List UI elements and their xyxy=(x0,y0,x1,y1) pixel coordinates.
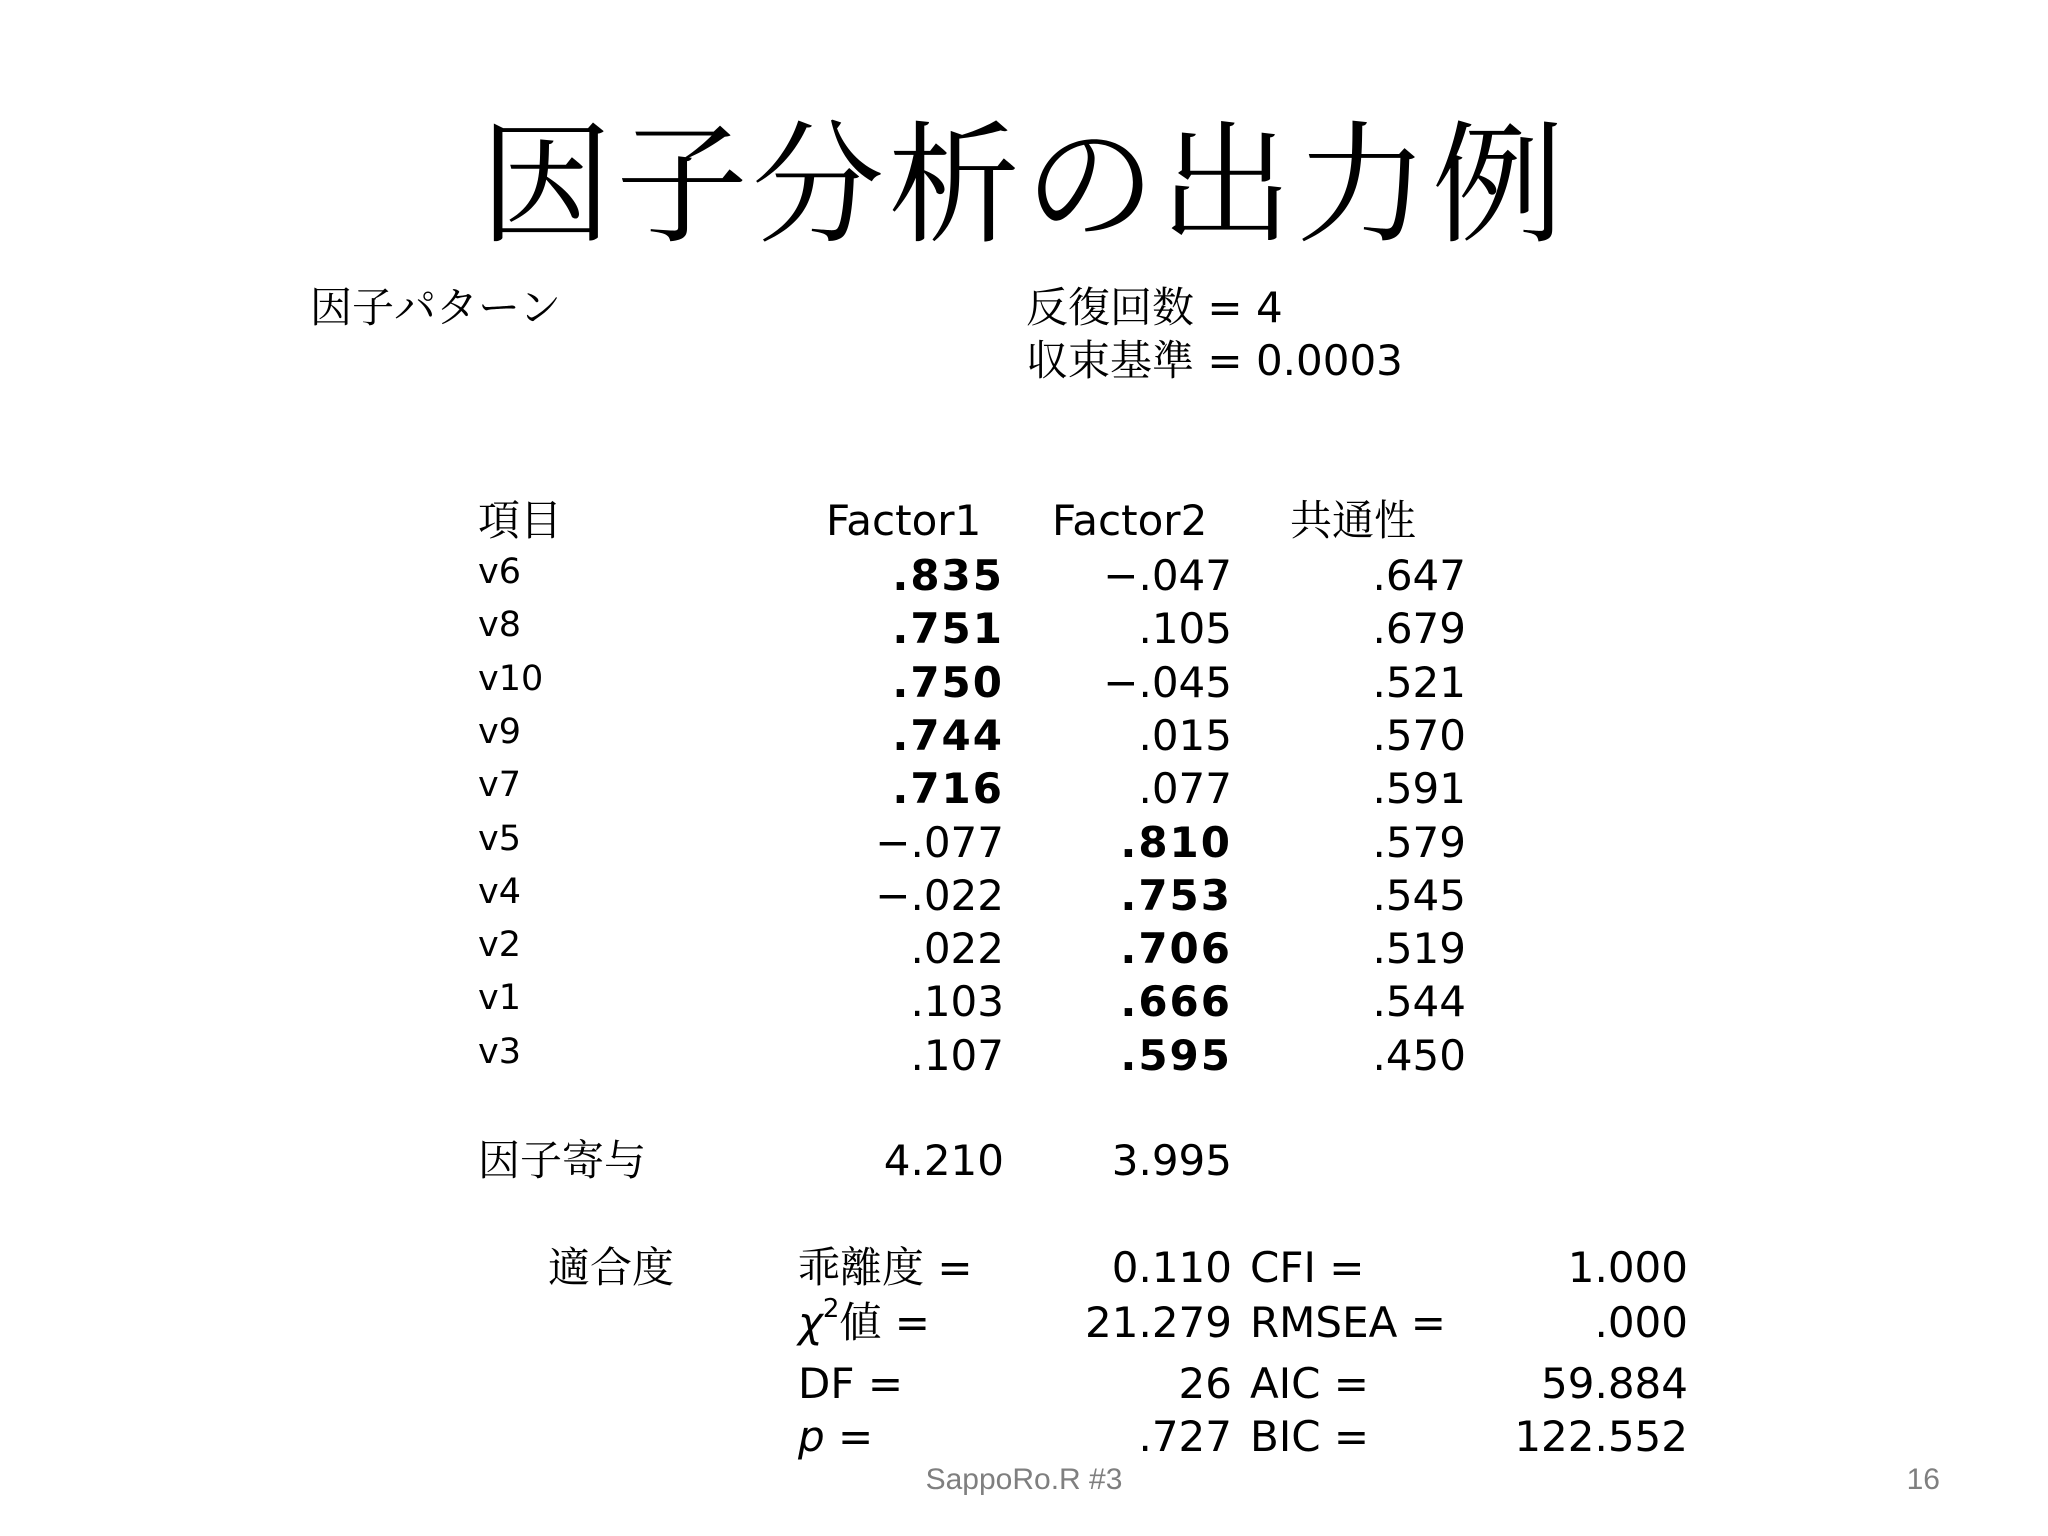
fit-value-bic: 122.552 xyxy=(1514,1412,1688,1461)
table-row-factor1: .744 xyxy=(892,711,1004,760)
chi-superscript: 2 xyxy=(822,1294,840,1324)
iterations-value: 4 xyxy=(1255,283,1283,332)
table-row-item: v9 xyxy=(478,712,521,752)
iterations-eq: = xyxy=(1207,283,1243,332)
fit-name-chisq xyxy=(798,1294,930,1347)
table-row-item: v4 xyxy=(478,872,521,912)
slide-title: 因子分析の出力例 xyxy=(480,109,1568,263)
table-row-item: v6 xyxy=(478,552,521,592)
fit-name-df: DF = xyxy=(798,1359,904,1408)
table-row-factor1: .716 xyxy=(892,764,1004,813)
fit-value-cfi: 1.000 xyxy=(1567,1243,1688,1292)
table-row-item: v5 xyxy=(478,819,521,859)
fit-label: 適合度 xyxy=(548,1243,675,1292)
footer-text: SappoRo.R #3 xyxy=(925,1463,1123,1496)
fit-value-df: 26 xyxy=(1178,1359,1232,1408)
table-row-item: v10 xyxy=(478,659,544,699)
table-row-communality: .570 xyxy=(1372,711,1466,760)
convergence-label: 収束基準 xyxy=(1026,336,1195,385)
table-row-factor1: .835 xyxy=(892,551,1004,600)
contribution-f2: 3.995 xyxy=(1111,1136,1232,1185)
table-row-factor1: .751 xyxy=(892,604,1004,653)
table-row-factor1: .750 xyxy=(892,658,1004,707)
fit-name-p xyxy=(798,1412,874,1461)
fit-value-divergence: 0.110 xyxy=(1111,1243,1232,1292)
table-row-factor2: .595 xyxy=(1120,1031,1232,1080)
header-factor1: Factor1 xyxy=(826,496,982,545)
table-row-factor2: .810 xyxy=(1120,818,1232,867)
table-row-factor2: .666 xyxy=(1120,977,1232,1026)
table-row-communality: .679 xyxy=(1372,604,1466,653)
table-row-factor1: .107 xyxy=(910,1031,1004,1080)
p-label-rest: = xyxy=(824,1412,874,1461)
table-row-item: v1 xyxy=(478,978,521,1018)
fit-value-chisq: 21.279 xyxy=(1085,1298,1232,1347)
factor-pattern-label: 因子パターン xyxy=(310,283,562,332)
fit-name-rmsea: RMSEA = xyxy=(1250,1298,1446,1347)
convergence-line xyxy=(1026,336,1403,385)
fit-name-bic: BIC = xyxy=(1250,1412,1370,1461)
fit-name-aic: AIC = xyxy=(1250,1359,1369,1408)
table-row-item: v7 xyxy=(478,765,521,805)
table-row-factor2: −.047 xyxy=(1103,551,1232,600)
table-row-factor2: .015 xyxy=(1138,711,1232,760)
fit-value-p: .727 xyxy=(1138,1412,1232,1461)
table-row-communality: .544 xyxy=(1372,977,1466,1026)
contribution-f1: 4.210 xyxy=(883,1136,1004,1185)
fit-name-divergence: 乖離度 = xyxy=(798,1243,973,1292)
table-row-factor1: −.077 xyxy=(875,818,1004,867)
header-factor2: Factor2 xyxy=(1052,496,1208,545)
chi-label-rest: 値 = xyxy=(839,1298,930,1347)
convergence-eq: = xyxy=(1207,336,1243,385)
table-row-communality: .591 xyxy=(1372,764,1466,813)
fit-name-cfi: CFI = xyxy=(1250,1243,1365,1292)
header-item: 項目 xyxy=(478,496,563,545)
page-number: 16 xyxy=(1906,1463,1940,1496)
table-row-communality: .545 xyxy=(1372,871,1466,920)
table-row-item: v3 xyxy=(478,1032,521,1072)
table-row-item: v8 xyxy=(478,605,521,645)
chi-symbol: χ xyxy=(798,1298,823,1347)
table-row-communality: .450 xyxy=(1372,1031,1466,1080)
table-row-item: v2 xyxy=(478,925,521,965)
iterations-line xyxy=(1026,283,1283,332)
convergence-value: 0.0003 xyxy=(1255,336,1403,385)
iterations-label: 反復回数 xyxy=(1026,283,1195,332)
table-row-communality: .521 xyxy=(1372,658,1466,707)
fit-value-aic: 59.884 xyxy=(1541,1359,1688,1408)
table-row-communality: .647 xyxy=(1372,551,1466,600)
table-row-factor2: .706 xyxy=(1120,924,1232,973)
table-row-factor2: .077 xyxy=(1138,764,1232,813)
table-row-factor1: .103 xyxy=(910,977,1004,1026)
table-row-factor1: .022 xyxy=(910,924,1004,973)
table-row-factor2: .753 xyxy=(1120,871,1232,920)
table-row-factor2: .105 xyxy=(1138,604,1232,653)
table-row-factor1: −.022 xyxy=(875,871,1004,920)
contribution-label: 因子寄与 xyxy=(478,1136,647,1185)
header-communality: 共通性 xyxy=(1290,496,1417,545)
table-row-communality: .579 xyxy=(1372,818,1466,867)
table-row-communality: .519 xyxy=(1372,924,1466,973)
table-row-factor2: −.045 xyxy=(1103,658,1232,707)
p-symbol: p xyxy=(798,1412,825,1461)
fit-value-rmsea: .000 xyxy=(1594,1298,1688,1347)
